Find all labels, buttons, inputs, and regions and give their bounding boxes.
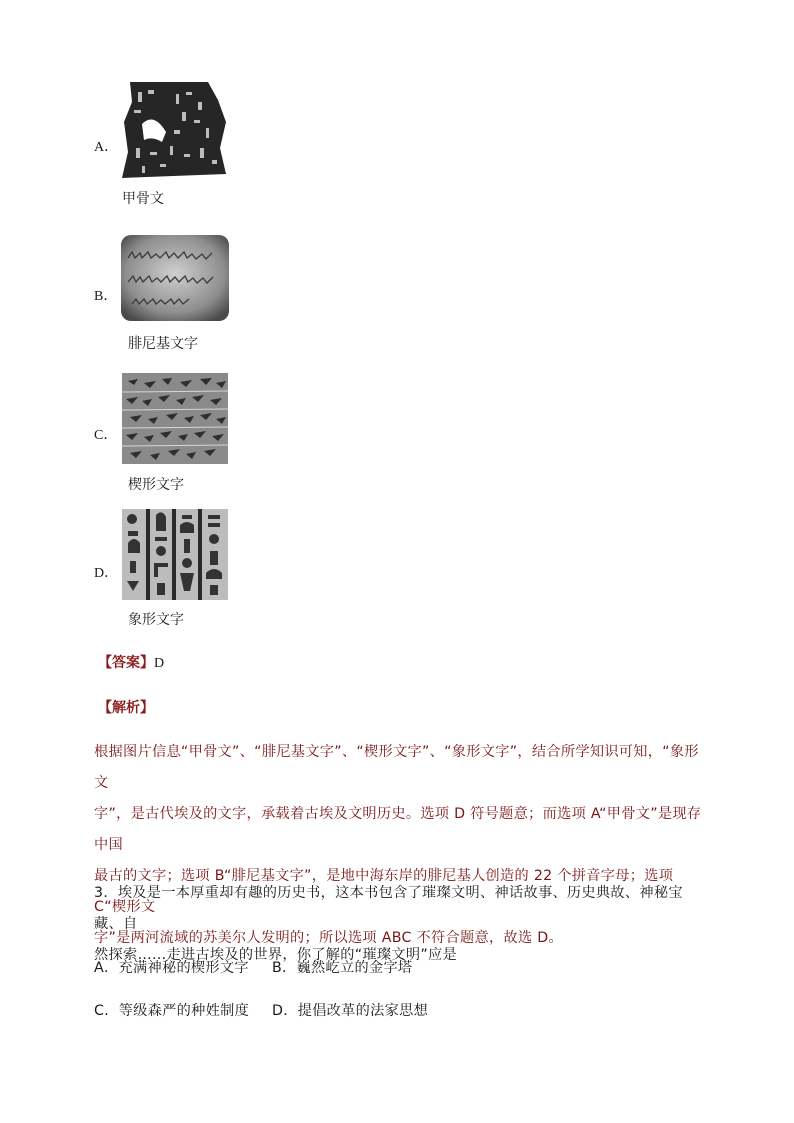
answer-tag xyxy=(98,652,164,672)
answer-value: D xyxy=(154,656,165,671)
egyptian-hieroglyphs-image xyxy=(122,509,228,600)
analysis-label: 【解析】 xyxy=(98,700,154,716)
answer-label: 【答案】 xyxy=(98,655,154,671)
option-c-letter: C． xyxy=(94,428,118,443)
choice-row-1 xyxy=(94,957,412,977)
cuneiform-tablet-image xyxy=(122,373,228,464)
option-c-caption: 楔形文字 xyxy=(128,477,184,493)
option-d-letter: D． xyxy=(94,566,119,581)
option-a-caption: 甲骨文 xyxy=(122,191,164,207)
oracle-bone-inscription-image xyxy=(122,82,228,178)
analysis-line: 字”是两河流域的苏美尔人发明的；所以选项 ABC 不符合题意，故选 D。 xyxy=(94,930,563,946)
option-b-letter: B． xyxy=(94,289,118,304)
analysis-line: 根据图片信息“甲骨文”、“腓尼基文字”、“楔形文字”、“象形文字”，结合所学知识可知，“象形文 xyxy=(94,744,699,791)
analysis-line: 最古的文字；选项 B“腓尼基文字”，是地中海东岸的腓尼基人创造的 22 个拼音字母；选项 C“楔形文 xyxy=(94,868,674,915)
choice-d[interactable]: D．提倡改革的法家思想 xyxy=(272,1003,429,1019)
choice-row-2 xyxy=(94,1000,428,1020)
analysis-line: 字”，是古代埃及的文字，承载着古埃及文明历史。选项 D 符号题意；而选项 A“甲骨文”是现存中国 xyxy=(94,806,702,853)
choice-c[interactable]: C．等级森严的种姓制度 xyxy=(94,1003,250,1019)
choice-a[interactable]: A．充满神秘的楔形文字 xyxy=(94,960,249,976)
question-line: 然探索……走进古埃及的世界，你了解的“璀璨文明”应是 xyxy=(94,947,458,963)
option-b-caption: 腓尼基文字 xyxy=(128,336,198,352)
phoenician-script-tablet-image xyxy=(120,234,230,322)
question-line: 3．埃及是一本厚重却有趣的历史书，这本书包含了璀璨文明、神话故事、历史典故、神秘宝藏、自 xyxy=(94,885,683,932)
option-d-caption: 象形文字 xyxy=(128,612,184,628)
choice-b[interactable]: B．巍然屹立的金字塔 xyxy=(272,960,413,976)
option-a-letter: A． xyxy=(94,140,119,155)
